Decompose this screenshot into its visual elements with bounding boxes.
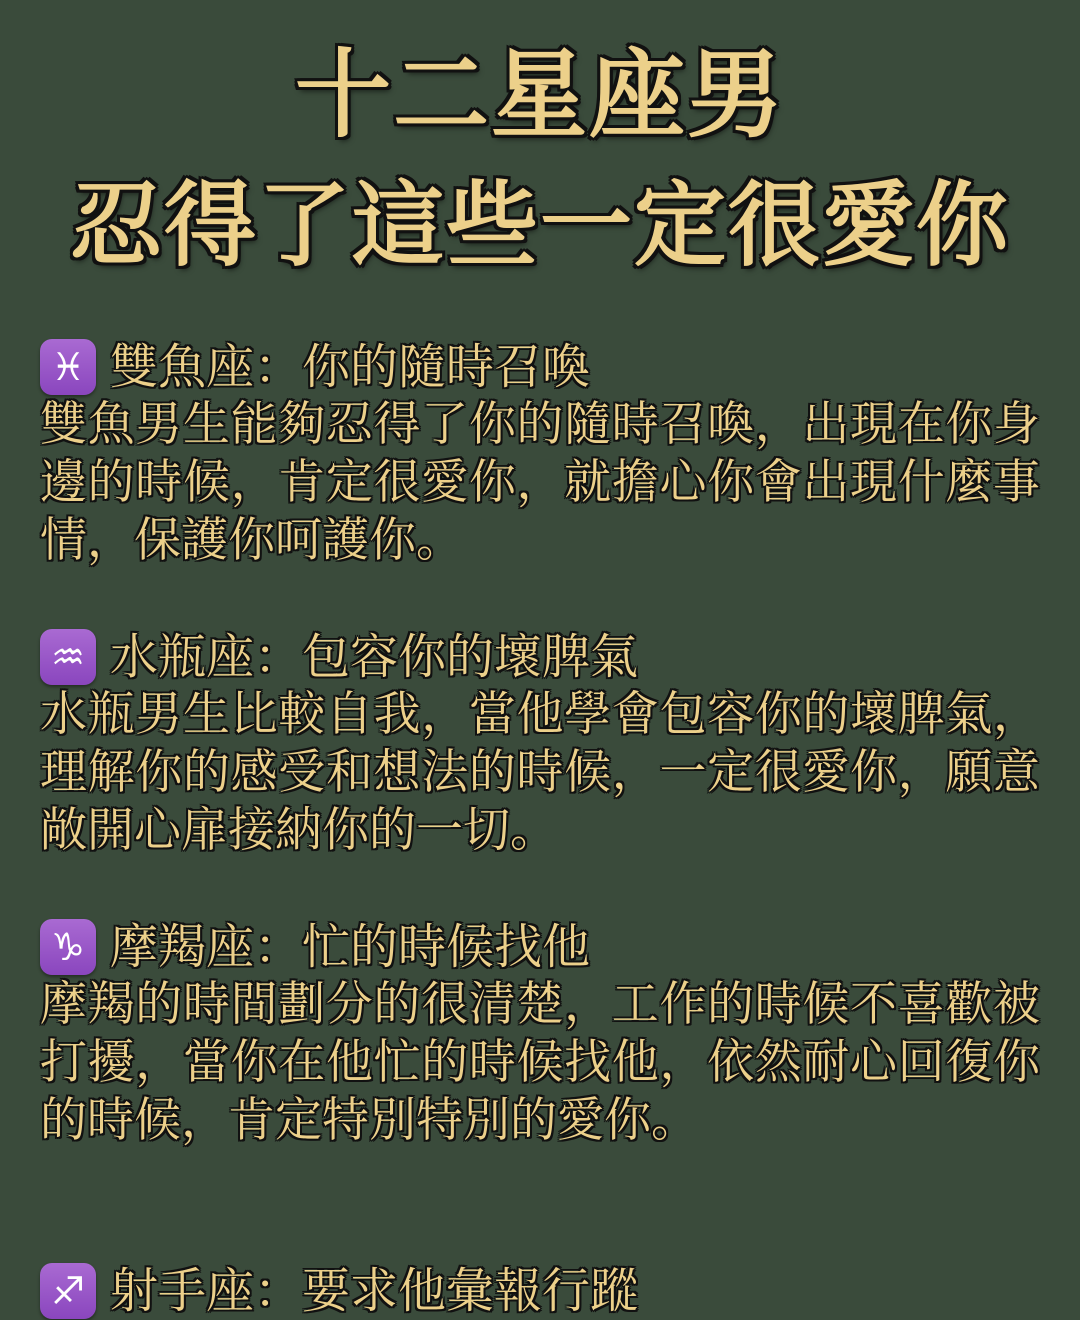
- page-title: 十二星座男: [295, 38, 785, 151]
- section-aquarius: [40, 628, 1040, 860]
- section-body: 雙魚男生能夠忍得了你的隨時召喚，出現在你身邊的時候，肯定很愛你，就擔心你會出現什麼事情，保護你呵護你。: [40, 397, 1040, 568]
- section-capricorn: [40, 918, 1040, 1150]
- section-body: 水瓶男生比較自我，當他學會包容你的壞脾氣，理解你的感受和想法的時候，一定很愛你，願意敞開心扉接納你的一切。: [40, 687, 1040, 858]
- section-heading: 雙魚座：你的隨時召喚: [110, 339, 591, 395]
- section-header: [40, 628, 1040, 686]
- sagittarius-icon: ♐: [40, 1263, 96, 1319]
- section-heading: 摩羯座：忙的時候找他: [110, 919, 591, 975]
- section-header: [40, 918, 1040, 976]
- pisces-icon: ♓: [40, 339, 96, 395]
- aquarius-icon: ♒: [40, 629, 96, 685]
- section-heading: 射手座：要求他彙報行蹤: [110, 1263, 639, 1319]
- section-body: 摩羯的時間劃分的很清楚，工作的時候不喜歡被打擾，當你在他忙的時候找他，依然耐心回復你的時候，肯定特別特別的愛你。: [40, 977, 1040, 1148]
- section-header: [40, 1262, 1040, 1320]
- page-subtitle: 忍得了這些一定很愛你: [69, 171, 1010, 279]
- section-pisces: [40, 338, 1040, 570]
- capricorn-icon: ♑: [40, 919, 96, 975]
- section-sagittarius: [40, 1262, 1040, 1320]
- section-heading: 水瓶座：包容你的壞脾氣: [110, 629, 639, 685]
- section-header: [40, 338, 1040, 396]
